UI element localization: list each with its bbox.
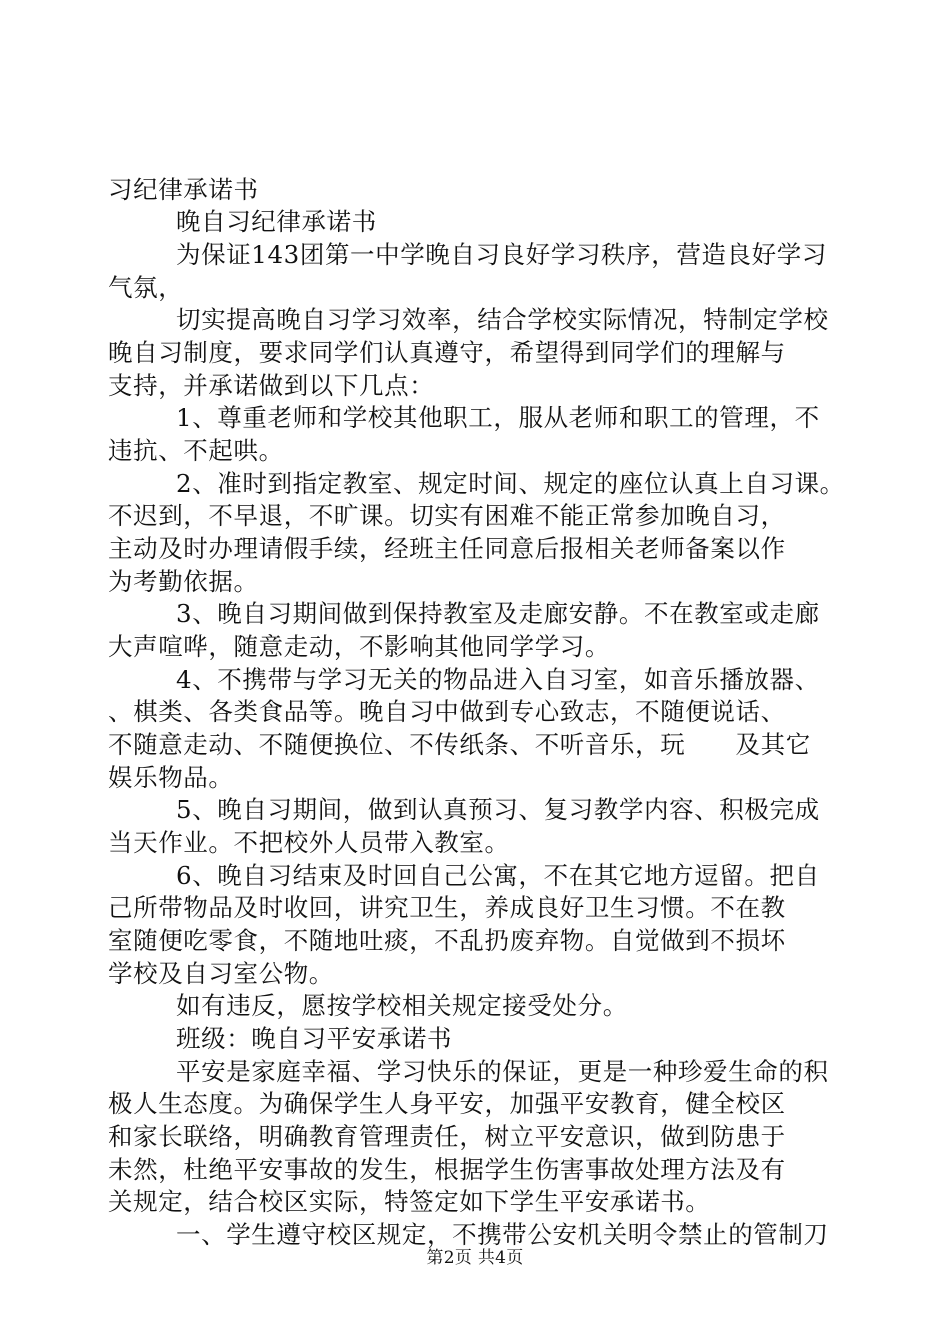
text-line: 不随意走动、不随便换位、不传纸条、不听音乐，玩 及其它 bbox=[108, 730, 811, 759]
text-line: 己所带物品及时收回，讲究卫生，养成良好卫生习惯。不在教 bbox=[108, 893, 786, 922]
text-line: 气氛， bbox=[108, 273, 184, 302]
text-line: 为保证143团第一中学晚自习良好学习秩序，营造良好学习 bbox=[176, 240, 827, 269]
text-line: 为考勤依据。 bbox=[108, 567, 259, 596]
text-line: 支持，并承诺做到以下几点： bbox=[108, 371, 435, 400]
text-line: 切实提高晚自习学习效率，结合学校实际情况，特制定学校 bbox=[176, 305, 829, 334]
text-line: 晚自习纪律承诺书 bbox=[176, 207, 377, 236]
text-line: 违抗、不起哄。 bbox=[108, 436, 284, 465]
text-line: 晚自习制度，要求同学们认真遵守，希望得到同学们的理解与 bbox=[108, 338, 786, 367]
text-line: 习纪律承诺书 bbox=[108, 175, 259, 204]
text-line: 娱乐物品。 bbox=[108, 763, 234, 792]
text-line: 如有违反，愿按学校相关规定接受处分。 bbox=[176, 991, 628, 1020]
text-line: 一、学生遵守校区规定，不携带公安机关明令禁止的管制刀 bbox=[176, 1220, 829, 1249]
text-line: 极人生态度。为确保学生人身平安，加强平安教育，健全校区 bbox=[108, 1089, 786, 1118]
text-line: 未然，杜绝平安事故的发生，根据学生伤害事故处理方法及有 bbox=[108, 1155, 786, 1184]
text-line: 4、不携带与学习无关的物品进入自习室，如音乐播放器、 bbox=[176, 665, 820, 694]
text-line: 学校及自习室公物。 bbox=[108, 959, 334, 988]
text-line: 关规定，结合校区实际，特签定如下学生平安承诺书。 bbox=[108, 1187, 711, 1216]
text-line: 2、准时到指定教室、规定时间、规定的座位认真上自习课。 bbox=[176, 469, 845, 498]
text-line: 1、尊重老师和学校其他职工，服从老师和职工的管理，不 bbox=[176, 403, 820, 432]
text-line: 班级：晚自习平安承诺书 bbox=[176, 1024, 453, 1053]
text-line: 主动及时办理请假手续，经班主任同意后报相关老师备案以作 bbox=[108, 534, 786, 563]
text-line: 和家长联络，明确教育管理责任，树立平安意识，做到防患于 bbox=[108, 1122, 786, 1151]
text-line: 6、晚自习结束及时回自己公寓，不在其它地方逗留。把自 bbox=[176, 861, 820, 890]
text-line: 3、晚自习期间做到保持教室及走廊安静。不在教室或走廊 bbox=[176, 599, 820, 628]
text-line: 室随便吃零食，不随地吐痰，不乱扔废弃物。自觉做到不损坏 bbox=[108, 926, 786, 955]
text-line: 当天作业。不把校外人员带入教室。 bbox=[108, 828, 510, 857]
text-line: 、棋类、各类食品等。晚自习中做到专心致志，不随便说话、 bbox=[108, 697, 786, 726]
text-line: 5、晚自习期间，做到认真预习、复习教学内容、积极完成 bbox=[176, 795, 820, 824]
text-line: 大声喧哗，随意走动，不影响其他同学学习。 bbox=[108, 632, 610, 661]
page-number: 第2页 共4页 bbox=[426, 1248, 524, 1268]
text-line: 不迟到，不早退，不旷课。切实有困难不能正常参加晚自习， bbox=[108, 501, 786, 530]
text-line: 平安是家庭幸福、学习快乐的保证，更是一种珍爱生命的积 bbox=[176, 1057, 829, 1086]
